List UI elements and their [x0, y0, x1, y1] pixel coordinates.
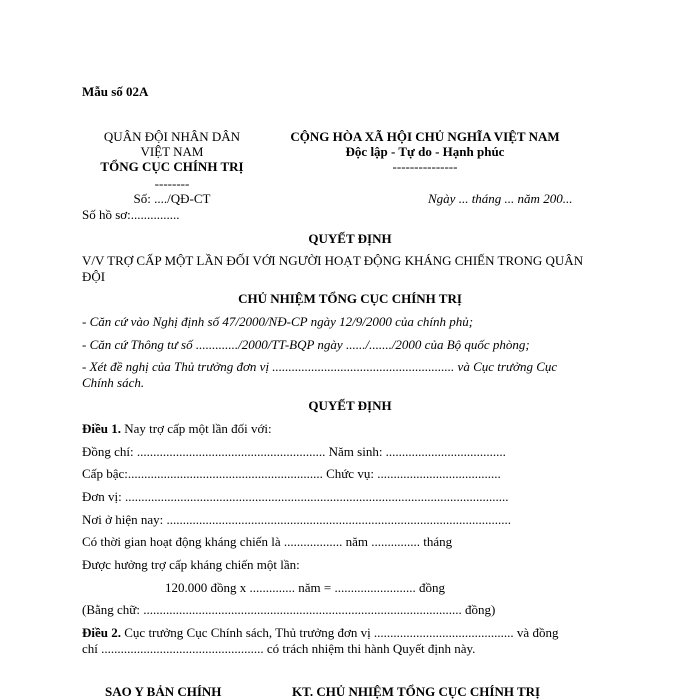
issue-date: Ngày ... tháng ... năm 200...	[428, 191, 573, 206]
document-title: QUYẾT ĐỊNH	[308, 231, 392, 246]
article-2-line2: chí .................................................. có trách nhiệm thi hành Quyết định này.	[82, 641, 476, 656]
army-name-line2: VIỆT NAM	[140, 144, 204, 159]
rank-field: Cấp bậc:............................................................ Chức vụ: ......................................	[82, 466, 501, 481]
article-2-text: Cục trưởng Cục Chính sách, Thủ trưởng đơn vị ........................................... và đồng	[121, 625, 559, 640]
amount-formula: 120.000 đồng x .............. năm = ......................... đồng	[165, 580, 445, 595]
right-divider: ---------------	[392, 159, 458, 174]
duration-field: Có thời gian hoạt động kháng chiến là .................. năm ............... tháng	[82, 534, 453, 549]
basis-2: - Căn cứ Thông tư số ............./2000/TT-BQP ngày ....../......./2000 của Bộ quốc phòng;	[82, 337, 530, 352]
entitlement-text: Được hưởng trợ cấp kháng chiến một lần:	[82, 557, 300, 572]
amount-in-words: (Bằng chữ: .................................................................................................. đồng)	[82, 602, 496, 617]
basis-3-line2: Chính sách.	[82, 375, 145, 390]
motto: Độc lập - Tự do - Hạnh phúc	[345, 144, 505, 159]
article-1	[82, 421, 272, 436]
department-name: TỔNG CỤC CHÍNH TRỊ	[100, 159, 244, 174]
comrade-field: Đồng chí: .......................................................... Năm sinh: .....................................	[82, 444, 506, 459]
subject-line1: V/V TRỢ CẤP MỘT LẦN ĐỐI VỚI NGƯỜI HOẠT ĐỘNG KHÁNG CHIẾN TRONG QUÂN	[82, 253, 584, 268]
basis-3-line1: - Xét đề nghị của Thủ trưởng đơn vị ........................................................ và Cục trưởng Cục	[82, 359, 558, 374]
army-name-line1: QUÂN ĐỘI NHÂN DÂN	[103, 129, 241, 144]
certified-copy-label: SAO Y BẢN CHÍNH	[105, 684, 222, 699]
file-number: Số hồ sơ:...............	[82, 207, 180, 222]
article-1-label: Điều 1.	[82, 421, 121, 436]
article-1-text: Nay trợ cấp một lần đối với:	[121, 421, 272, 436]
residence-field: Nơi ở hiện nay: ..........................................................................................................	[82, 512, 512, 527]
form-number: Mẫu số 02A	[82, 84, 149, 99]
decision-number: Số: ..../QĐ-CT	[133, 191, 211, 206]
signatory-title: KT. CHỦ NHIỆM TỔNG CỤC CHÍNH TRỊ	[292, 684, 541, 699]
country-name: CỘNG HÒA XÃ HỘI CHỦ NGHĨA VIỆT NAM	[290, 129, 560, 144]
subject-line2: ĐỘI	[82, 269, 106, 284]
unit-field: Đơn vị: ......................................................................................................................	[82, 489, 509, 504]
issuing-authority: CHỦ NHIỆM TỔNG CỤC CHÍNH TRỊ	[238, 291, 462, 306]
basis-1: - Căn cứ vào Nghị định số 47/2000/NĐ-CP ngày 12/9/2000 của chính phủ;	[82, 314, 474, 329]
decision-title: QUYẾT ĐỊNH	[308, 398, 392, 413]
article-2-line1	[82, 625, 558, 640]
left-divider: --------	[154, 176, 190, 191]
article-2-label: Điều 2.	[82, 625, 121, 640]
